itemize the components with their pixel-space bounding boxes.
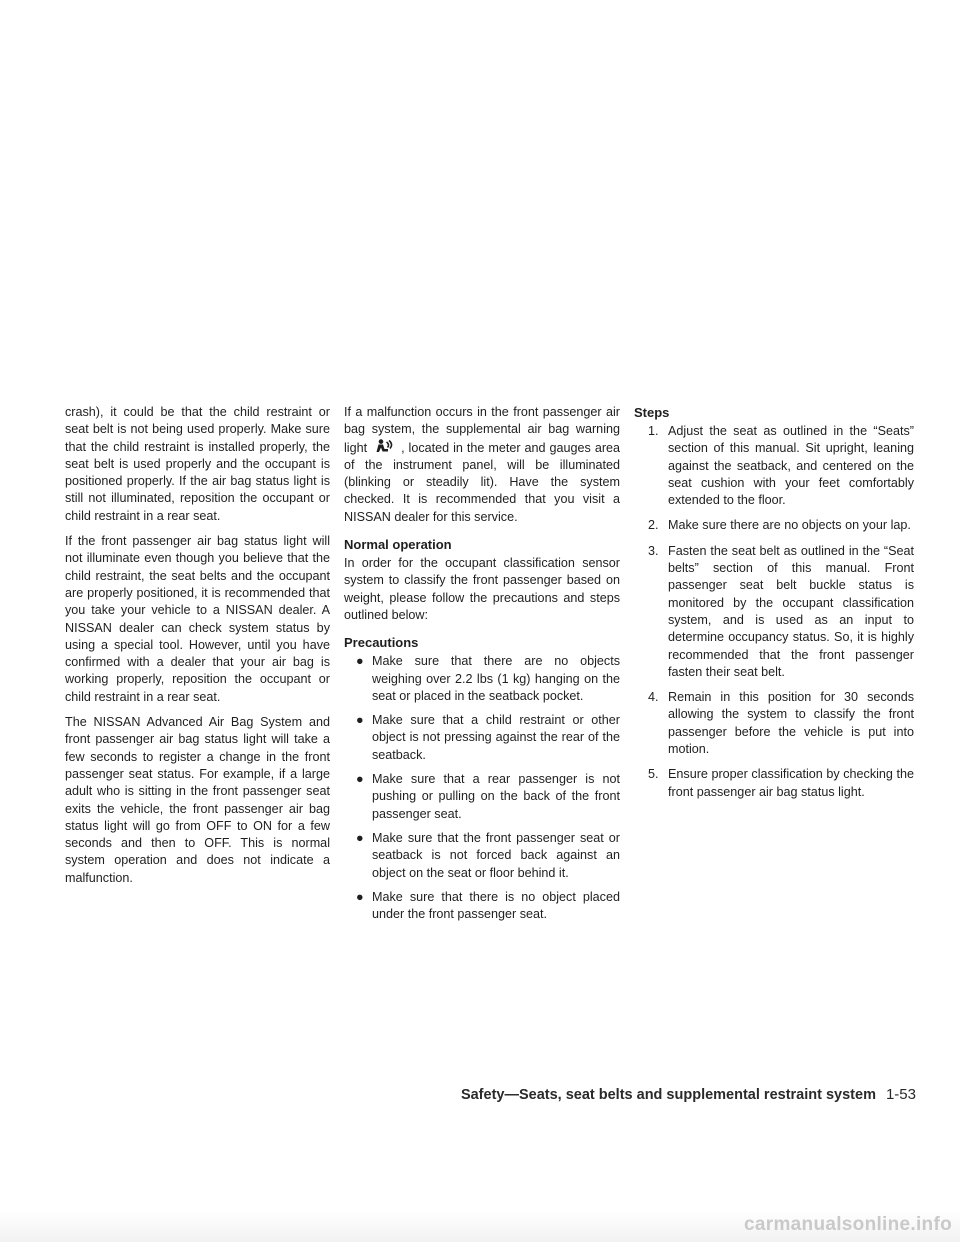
bullet-icon: ● [356, 654, 364, 669]
list-item: 5. Ensure proper classification by checking the front passenger air bag status light. [648, 767, 914, 799]
heading-normal-operation: Normal operation [344, 537, 452, 553]
list-item: ● Make sure that there are no objects weighing over 2.2 lbs (1 kg) hanging on the seat or placed in the seatback pocket. [356, 654, 620, 703]
text: If a malfunction occurs in the front passenger air bag system, the supplemental air bag warning light [344, 405, 620, 455]
watermark-text: carmanualsonline.info [744, 1214, 952, 1235]
precautions-list [344, 653, 620, 923]
text: , located in the meter and gauges area of the instrument panel, will be illuminated (blinking or steadily lit). Have the system checked. It is recommended that you visit a NISSAN dealer for this service. [344, 440, 621, 524]
heading-precautions: Precautions [344, 635, 419, 651]
watermark [0, 1210, 960, 1242]
paragraph: If the front passenger air bag status light will not illuminate even though you believe that the child restraint, the seat belts and the occupant are properly positioned, it is recommended that you take your vehicle to a NISSAN dealer. A NISSAN dealer can check system status by using a special tool. However, until you have confirmed with a dealer that your air bag is working properly, reposition the occupant or child restraint in a rear seat. [65, 534, 330, 704]
airbag-warning-icon [371, 439, 397, 455]
list-item: ● Make sure that a child restraint or other object is not pressing against the rear of the seatback. [356, 713, 620, 762]
paragraph-warning-light [344, 404, 620, 526]
list-item: ● Make sure that the front passenger seat or seatback is not forced back against an object on the seat or floor behind it. [356, 830, 620, 880]
section-title: Safety—Seats, seat belts and supplemental restraint system [460, 1087, 876, 1103]
list-item: ● Make sure that there is no object placed under the front passenger seat. [356, 889, 620, 922]
list-item: 1. Adjust the seat as outlined in the “Seats” section of this manual. Sit upright, leaning against the seatback, and centered on the seat cushion with your feet comfortably extended to the floor. [648, 424, 914, 508]
paragraph: crash), it could be that the child restraint or seat belt is not being used properly. Make sure that the child restraint is installed properly, the seat belt is used properly and the occupant is positioned properly. If the air bag status light is still not illuminated, reposition the occupant or child restraint in a rear seat. [65, 405, 330, 523]
column-right [634, 404, 914, 809]
steps-list [634, 423, 914, 801]
bullet-icon: ● [356, 830, 364, 845]
list-item: 4. Remain in this position for 30 seconds allowing the system to classify the front passenger before the vehicle is put into motion. [648, 690, 914, 757]
bullet-icon: ● [356, 772, 364, 787]
list-item: 3. Fasten the seat belt as outlined in the “Seat belts” section of this manual. Front passenger seat belt buckle status is monitored by the occupant classification system, and is used as an input to determine occupancy status. So, it is highly recommended that the front passenger fasten their seat belt. [648, 543, 914, 679]
page-number: 1-53 [885, 1086, 916, 1103]
bullet-icon: ● [356, 889, 364, 904]
list-item: ● Make sure that a rear passenger is not pushing or pulling on the back of the front passenger seat. [356, 772, 620, 821]
column-left [65, 404, 330, 895]
heading-steps: Steps [634, 405, 670, 420]
column-middle [344, 404, 620, 930]
page-footer [400, 1086, 916, 1103]
paragraph: The NISSAN Advanced Air Bag System and front passenger air bag status light will take a few seconds to register a change in the front passenger seat status. For example, if a large adult who is sitting in the front passenger seat exits the vehicle, the front passenger air bag status light will go from OFF to ON for a few seconds and then to OFF. This is normal system operation and does not indicate a malfunction. [65, 715, 330, 885]
list-item: 2. Make sure there are no objects on your lap. [648, 518, 911, 533]
bullet-icon: ● [356, 713, 364, 728]
paragraph: In order for the occupant classification sensor system to classify the front passenger based on weight, please follow the precautions and steps outlined below: [344, 556, 620, 622]
